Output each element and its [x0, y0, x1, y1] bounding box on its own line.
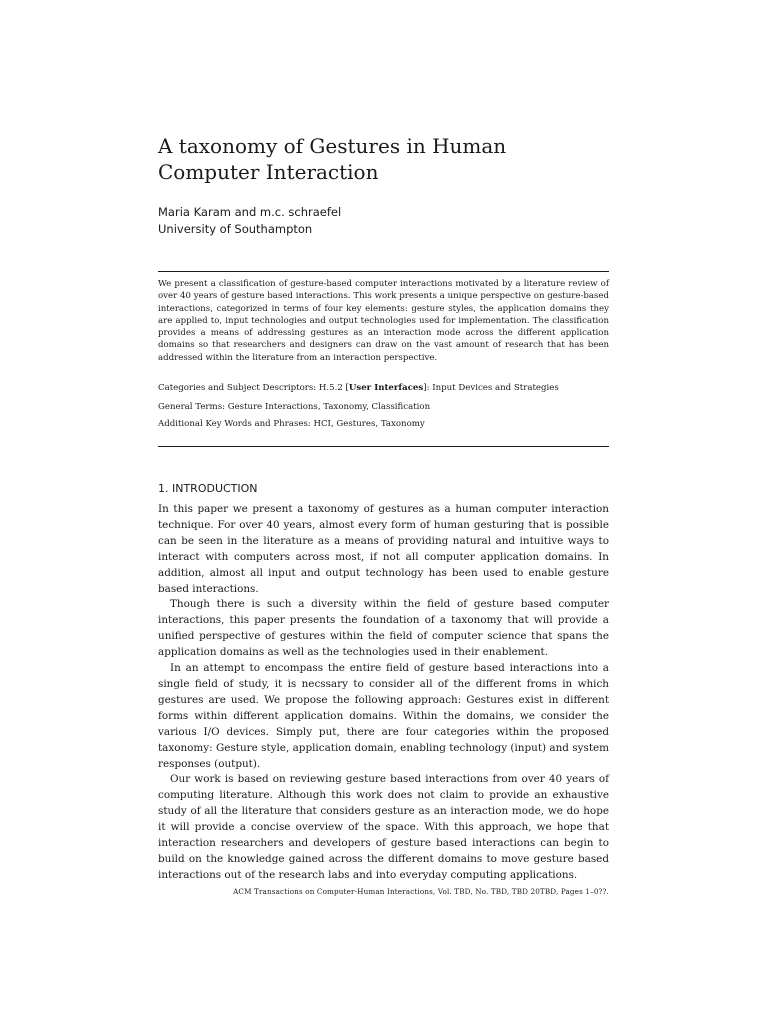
paragraph: In an attempt to encompass the entire field of gesture based interactions into a single field of study, it is necssary to consider all of the different froms in which gestures are used. We propose the following approach: Gestures exist in different forms within different application domains. Within the domains, we consider the various I/O devices. Simply put, there are four categories within the proposed taxonomy: Gesture style, application domain, enabling technology (input) and system responses (output).: [158, 662, 609, 770]
paper-title: A taxonomy of Gestures in Human Computer Interaction: [158, 134, 507, 184]
paragraph: Our work is based on reviewing gesture based interactions from over 40 years of computing literature. Although this work does not claim to provide an exhaustive study of all the literature that considers gesture as an interaction mode, we do hope it will provide a concise overview of the space. With this approach, we hope that interaction researchers and developers of gesture based interactions can begin to build on the knowledge gained across the different domains to move gesture based interactions out of the research labs and into everyday computing applications.: [158, 773, 609, 881]
author-names: Maria Karam and m.c. schraefel: [158, 205, 342, 219]
paragraph: Though there is such a diversity within the field of gesture based computer interactions, this paper presents the foundation of a taxonomy that will provide a unified perspective of gestures within the field of computer science that spans the application domains as well as the technologies used in their enablement.: [158, 598, 609, 659]
categories-prefix: Categories and Subject Descriptors: H.5.2 [: [158, 383, 349, 393]
general-terms: General Terms: Gesture Interactions, Taxonomy, Classification: [158, 402, 431, 412]
abstract-bottom-rule: [158, 446, 609, 447]
categories-bold-term: User Interfaces: [348, 383, 424, 393]
journal-footer: ACM Transactions on Computer-Human Interactions, Vol. TBD, No. TBD, TBD 20TBD, Pages 1–0??.: [233, 887, 609, 896]
introduction-body: [158, 502, 609, 884]
author-block: [158, 204, 341, 238]
abstract-text: We present a classification of gesture-based computer interactions motivated by a literature review of over 40 years of gesture based interactions. This work presents a unique perspective on gesture-based interactions, categorized in terms of four key elements: gesture styles, the application domains they are applied to, input technologies and output technologies used for implementation. The classification provides a means of addressing gestures as an interaction mode across the different application domains so that researchers and designers can draw on the vast amount of research that has been addressed within the literature from an interaction perspective.: [158, 279, 609, 363]
author-affiliation: University of Southampton: [158, 222, 313, 236]
keywords: Additional Key Words and Phrases: HCI, Gestures, Taxonomy: [158, 419, 425, 429]
categories-descriptors: [158, 382, 609, 394]
abstract-top-rule: [158, 271, 609, 272]
section-heading: 1. INTRODUCTION: [158, 482, 258, 495]
categories-suffix: ]: Input Devices and Strategies: [423, 383, 559, 393]
paragraph: In this paper we present a taxonomy of gestures as a human computer interaction technique. For over 40 years, almost every form of human gesturing that is possible can be seen in the literature as a means of providing natural and intuitive ways to interact with computers across most, if not all computer application domains. In addition, almost all input and output technology has been used to enable gesture based interactions.: [158, 503, 609, 595]
